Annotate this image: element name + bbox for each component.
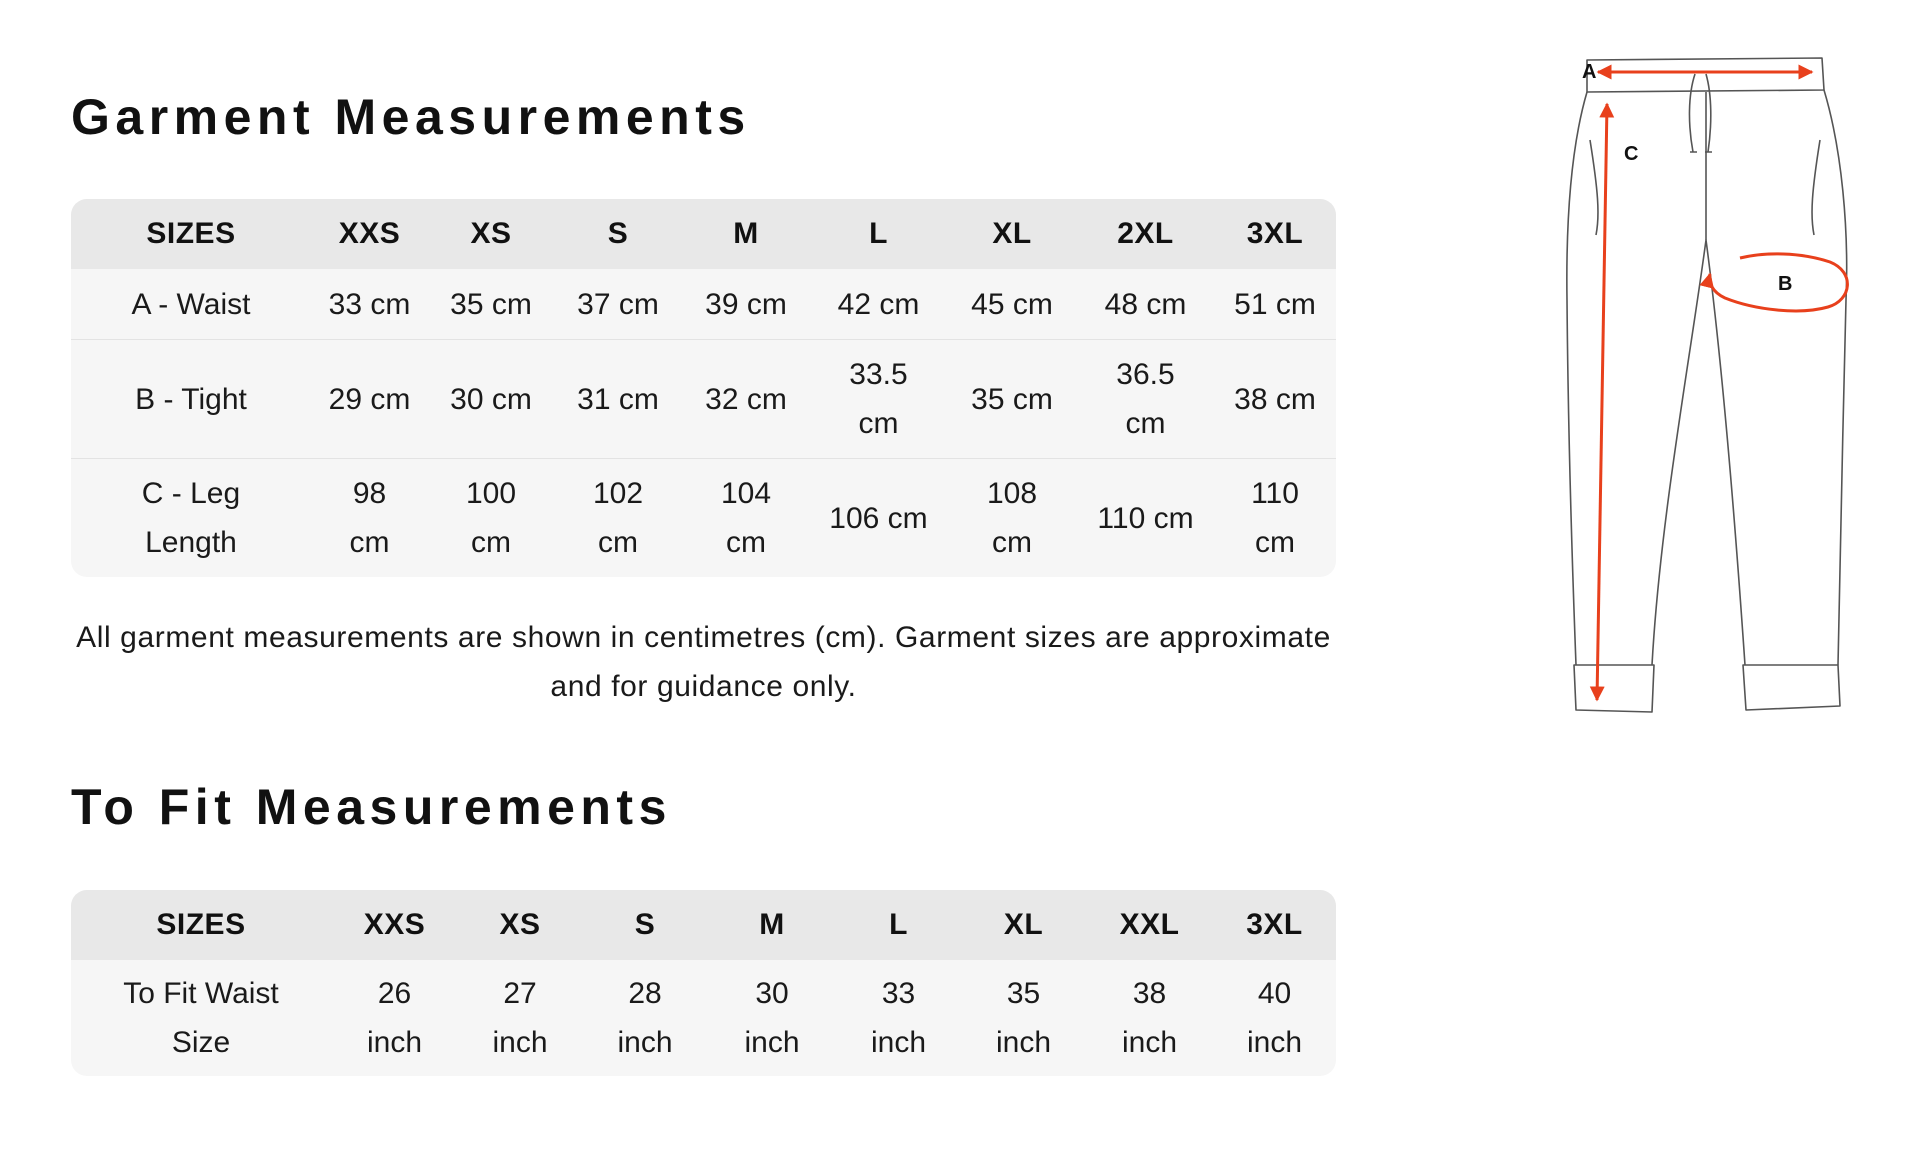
header-cell: XS bbox=[428, 199, 554, 269]
table-cell: 33 inch bbox=[870, 977, 927, 1059]
label-c: C bbox=[1624, 143, 1639, 165]
header-cell: L bbox=[810, 199, 947, 269]
table-cell: 37 cm bbox=[577, 287, 659, 321]
table-cell: 110 cm bbox=[1214, 459, 1336, 578]
header-cell: XL bbox=[947, 199, 1077, 269]
header-cell: M bbox=[682, 199, 810, 269]
leg-length-arrow bbox=[1597, 104, 1607, 700]
table-cell: 33.5 cm bbox=[810, 340, 947, 459]
table-cell: 102 cm bbox=[554, 459, 682, 578]
table-cell: 30 inch bbox=[744, 977, 800, 1059]
table-header-row bbox=[71, 199, 1336, 269]
pants-measurement-diagram bbox=[1555, 52, 1855, 722]
table-cell: 38 inch bbox=[1121, 977, 1178, 1059]
header-cell: 3XL bbox=[1213, 890, 1336, 960]
table-cell: 28 inch bbox=[617, 977, 673, 1059]
header-cell: SIZES bbox=[71, 890, 331, 960]
header-cell: M bbox=[708, 890, 836, 960]
row-label: To Fit Waist Size bbox=[123, 977, 279, 1059]
measurement-note: All garment measurements are shown in centimetres (cm). Garment sizes are approximate and for guidance only. bbox=[76, 621, 1331, 703]
table-cell: 40 inch bbox=[1246, 977, 1303, 1059]
table-cell: 104 cm bbox=[682, 459, 810, 578]
table-row bbox=[71, 459, 1336, 578]
to-fit-measurements-table bbox=[71, 890, 1336, 1076]
table-cell: 100 cm bbox=[428, 459, 554, 578]
table-cell: 35 cm bbox=[450, 287, 532, 321]
table-row bbox=[71, 340, 1336, 459]
table-cell: 36.5 cm bbox=[1077, 340, 1214, 459]
table-cell: 38 cm bbox=[1214, 340, 1336, 459]
table-cell: 35 inch bbox=[995, 977, 1052, 1059]
table-cell: 98 cm bbox=[311, 459, 428, 578]
row-label: C - Leg Length bbox=[71, 459, 311, 578]
table-cell: 48 cm bbox=[1104, 287, 1187, 321]
header-cell: XS bbox=[458, 890, 582, 960]
header-cell: SIZES bbox=[71, 199, 311, 269]
table-cell: 35 cm bbox=[947, 340, 1077, 459]
table-cell: 27 inch bbox=[492, 977, 548, 1059]
label-b: B bbox=[1778, 273, 1793, 295]
table-cell: 33 cm bbox=[328, 287, 411, 321]
table-cell: 106 cm bbox=[810, 459, 947, 578]
header-cell: L bbox=[836, 890, 961, 960]
table-cell: 51 cm bbox=[1234, 287, 1316, 321]
table-cell: 32 cm bbox=[682, 340, 810, 459]
header-cell: 3XL bbox=[1214, 199, 1336, 269]
table-cell: 39 cm bbox=[705, 287, 787, 321]
header-cell: XXS bbox=[331, 890, 458, 960]
garment-measurements-table bbox=[71, 199, 1336, 577]
row-label: A - Waist bbox=[131, 287, 251, 321]
table-cell: 26 inch bbox=[366, 977, 423, 1059]
header-cell: S bbox=[582, 890, 708, 960]
table-cell: 29 cm bbox=[311, 340, 428, 459]
table-cell: 108 cm bbox=[947, 459, 1077, 578]
table-cell: 42 cm bbox=[837, 287, 920, 321]
table-row bbox=[71, 269, 1336, 340]
row-label: B - Tight bbox=[71, 340, 311, 459]
header-cell: 2XL bbox=[1077, 199, 1214, 269]
table-cell: 30 cm bbox=[428, 340, 554, 459]
label-a: A bbox=[1582, 61, 1597, 83]
table-cell: 45 cm bbox=[971, 287, 1053, 321]
table-row bbox=[71, 960, 1336, 1076]
garment-measurements-title: Garment Measurements bbox=[71, 89, 751, 145]
header-cell: XL bbox=[961, 890, 1086, 960]
table-header-row bbox=[71, 890, 1336, 960]
table-cell: 110 cm bbox=[1077, 459, 1214, 578]
header-cell: XXL bbox=[1086, 890, 1213, 960]
header-cell: XXS bbox=[311, 199, 428, 269]
pants-outline bbox=[1567, 58, 1847, 712]
header-cell: S bbox=[554, 199, 682, 269]
to-fit-measurements-title: To Fit Measurements bbox=[71, 779, 672, 835]
table-cell: 31 cm bbox=[554, 340, 682, 459]
